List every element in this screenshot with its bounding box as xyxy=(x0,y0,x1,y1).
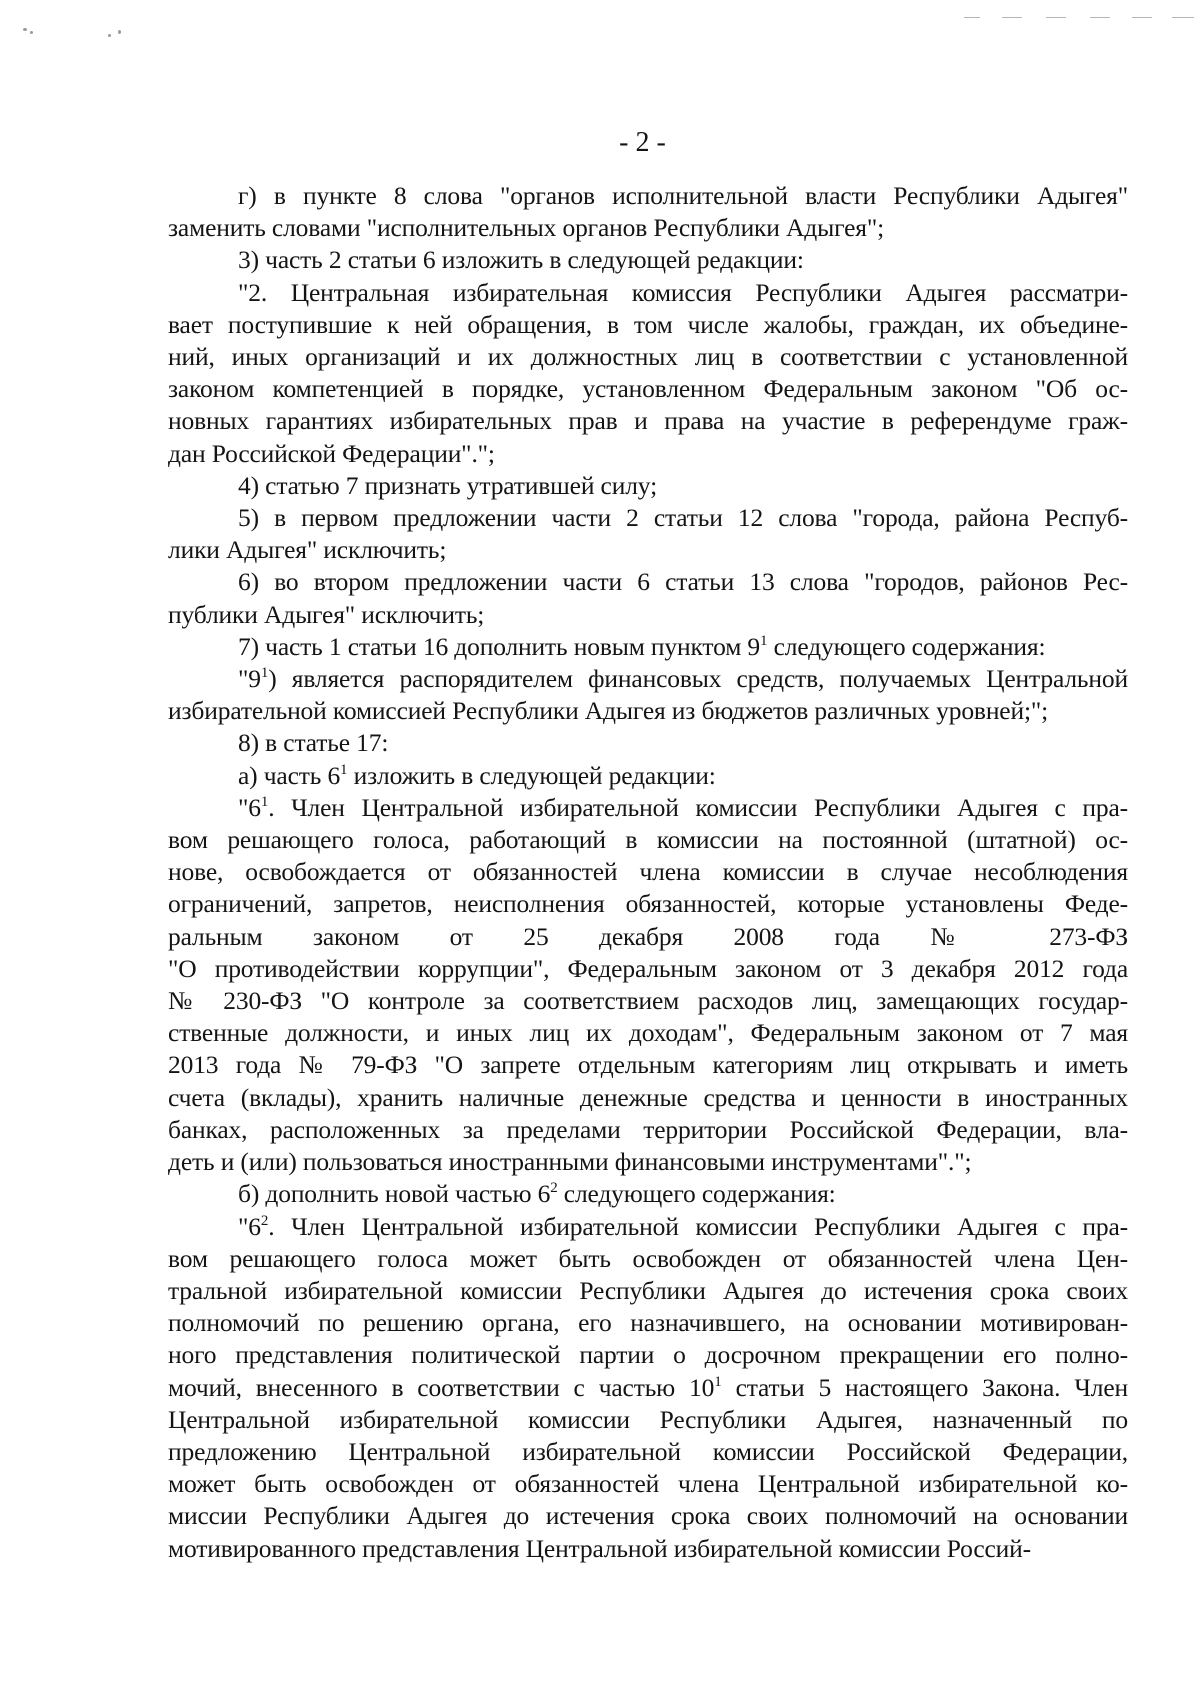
text-line xyxy=(168,180,1128,212)
text-run: следующего содержания: xyxy=(557,1179,836,1209)
page-number: - 2 - xyxy=(619,127,666,158)
text-line xyxy=(168,695,1128,727)
text-run: "9 xyxy=(238,664,261,694)
text-run: 6) во втором предложении части 6 статьи 13 слова "городов, районов Рес- xyxy=(238,567,1128,597)
text-line xyxy=(168,1275,1128,1307)
text-line xyxy=(168,1146,1128,1178)
text-line xyxy=(168,438,1128,470)
paragraph xyxy=(168,566,1128,630)
text-line xyxy=(168,309,1128,341)
text-run: вом решающего голоса, работающий в комиссии на постоянной (штатной) ос- xyxy=(168,825,1128,855)
text-run: 4) статью 7 признать утратившей силу; xyxy=(238,470,657,500)
text-line xyxy=(168,502,1128,534)
text-run: г) в пункте 8 слова "органов исполнительной власти Республики Адыгея" xyxy=(238,181,1128,210)
text-line xyxy=(168,534,1128,566)
text-run: 2013 года № 79-ФЗ "О запрете отдельным категориям лиц открывать и иметь xyxy=(168,1050,1128,1080)
superscript: 1 xyxy=(714,1373,722,1390)
text-line xyxy=(168,856,1128,888)
scan-speck xyxy=(118,30,121,34)
text-run: статьи 5 настоящего Закона. Член xyxy=(721,1372,1128,1402)
text-run: избирательной комиссией Республики Адыгея из бюджетов различных уровней;"; xyxy=(168,696,1049,726)
text-line xyxy=(168,405,1128,437)
text-run: 8) в статье 17: xyxy=(238,728,389,758)
text-line xyxy=(168,599,1128,631)
text-run: б) дополнить новой частью 6 xyxy=(238,1179,551,1209)
text-line xyxy=(168,631,1128,663)
paragraph xyxy=(168,792,1128,1178)
paragraph xyxy=(168,277,1128,470)
text-run: ственные должности, и иных лиц их доходам", Федеральным законом от 7 мая xyxy=(168,1018,1128,1048)
text-run: ограничений, запретов, неисполнения обязанностей, которые установлены Феде- xyxy=(168,889,1128,919)
text-line xyxy=(168,727,1128,759)
superscript: 2 xyxy=(260,1212,269,1229)
text-line xyxy=(168,663,1128,695)
text-run: может быть освобожден от обязанностей члена Центральной избирательной ко- xyxy=(168,1469,1128,1499)
text-line xyxy=(168,277,1128,309)
superscript: 2 xyxy=(550,1180,558,1197)
text-run: вом решающего голоса может быть освобожден от обязанностей члена Цен- xyxy=(168,1243,1128,1273)
text-line xyxy=(168,341,1128,373)
text-line xyxy=(168,212,1128,244)
paragraph xyxy=(168,180,1128,244)
text-run: ний, иных организаций и их должностных лиц в соответствии с установленной xyxy=(168,342,1128,372)
scan-dash xyxy=(1002,17,1022,18)
paragraph xyxy=(168,760,1128,792)
text-run: публики Адыгея" исключить; xyxy=(168,599,485,629)
text-run: 5) в первом предложении части 2 статьи 12 слова "города, района Респуб- xyxy=(238,503,1128,533)
text-line xyxy=(168,470,1128,502)
scan-dash xyxy=(1046,17,1066,18)
text-line xyxy=(168,1082,1128,1114)
text-run: ) является распорядителем финансовых средств, получаемых Центральной xyxy=(268,664,1128,694)
text-run: банках, расположенных за пределами территории Российской Федерации, вла- xyxy=(168,1114,1128,1144)
paragraph xyxy=(168,470,1128,502)
text-line xyxy=(168,566,1128,598)
text-line xyxy=(168,1404,1128,1436)
text-line xyxy=(168,1049,1128,1081)
text-run: нове, освобождается от обязанностей члена комиссии в случае несоблюдения xyxy=(168,857,1128,887)
scan-speck xyxy=(108,34,111,37)
superscript: 1 xyxy=(260,793,269,810)
text-run: тральной избирательной комиссии Республики Адыгея до истечения срока своих xyxy=(168,1275,1128,1305)
text-run: миссии Республики Адыгея до истечения срока своих полномочий на основании xyxy=(168,1501,1128,1531)
paragraph xyxy=(168,1178,1128,1210)
text-run: следующего содержания: xyxy=(767,631,1046,661)
paragraph xyxy=(168,727,1128,759)
text-line xyxy=(168,985,1128,1017)
text-run: заменить словами "исполнительных органов Республики Адыгея"; xyxy=(168,213,885,243)
text-run: 3) часть 2 статьи 6 изложить в следующей редакции: xyxy=(238,245,804,275)
text-run: новных гарантиях избирательных прав и права на участие в референдуме граж- xyxy=(168,406,1128,436)
text-run: ральным законом от 25 декабря 2008 года № 273-ФЗ xyxy=(168,921,1128,951)
text-line xyxy=(168,824,1128,856)
text-line xyxy=(168,1243,1128,1275)
text-line xyxy=(168,760,1128,792)
text-line xyxy=(168,1533,1128,1565)
scan-dash xyxy=(1132,17,1152,18)
paragraph xyxy=(168,1211,1128,1565)
text-line xyxy=(168,921,1128,953)
text-line xyxy=(168,373,1128,405)
superscript: 1 xyxy=(760,632,768,649)
text-run: полномочий по решению органа, его назначившего, на основании мотивирован- xyxy=(168,1308,1128,1338)
text-line xyxy=(168,792,1128,824)
text-line xyxy=(168,1211,1128,1243)
text-run: "6 xyxy=(238,792,261,822)
text-run: вает поступившие к ней обращения, в том числе жалобы, граждан, их объедине- xyxy=(168,309,1128,339)
scan-speck xyxy=(30,31,33,34)
text-run: лики Адыгея" исключить; xyxy=(168,535,447,565)
text-line xyxy=(168,1500,1128,1532)
scan-speck xyxy=(23,28,27,31)
text-run: № 230-ФЗ "О контроле за соответствием расходов лиц, замещающих государ- xyxy=(168,986,1128,1016)
text-run: законом компетенцией в порядке, установленном Федеральным законом "Об ос- xyxy=(168,374,1128,404)
scan-dash xyxy=(1090,17,1110,18)
text-run: изложить в следующей редакции: xyxy=(347,760,716,790)
scan-dash xyxy=(1172,17,1194,18)
text-run: а) часть 6 xyxy=(238,760,341,790)
paragraph xyxy=(168,631,1128,663)
text-run: 7) часть 1 статьи 16 дополнить новым пунктом 9 xyxy=(238,631,761,661)
text-run: Центральной избирательной комиссии Республики Адыгея, назначенный по xyxy=(168,1404,1128,1434)
text-line xyxy=(168,1339,1128,1371)
text-run: дан Российской Федерации"."; xyxy=(168,438,495,468)
text-run: ного представления политической партии о досрочном прекращении его полно- xyxy=(168,1340,1128,1370)
text-line xyxy=(168,1436,1128,1468)
text-run: . Член Центральной избирательной комиссии Республики Адыгея с пра- xyxy=(268,1211,1128,1241)
text-line xyxy=(168,1468,1128,1500)
document-body xyxy=(168,180,1128,1565)
text-run: предложению Центральной избирательной комиссии Российской Федерации, xyxy=(168,1436,1128,1466)
paragraph xyxy=(168,663,1128,727)
text-run: счета (вклады), хранить наличные денежные средства и ценности в иностранных xyxy=(168,1082,1128,1112)
text-run: "6 xyxy=(238,1211,261,1241)
text-line xyxy=(168,1372,1128,1404)
text-run: деть и (или) пользоваться иностранными финансовыми инструментами"."; xyxy=(168,1147,972,1177)
paragraph xyxy=(168,244,1128,276)
text-line xyxy=(168,1114,1128,1146)
scan-dash xyxy=(964,17,980,18)
paragraph xyxy=(168,502,1128,566)
text-run: мочий, внесенного в соответствии с частью 10 xyxy=(168,1372,715,1402)
text-run: . Член Центральной избирательной комиссии Республики Адыгея с пра- xyxy=(268,792,1128,822)
text-run: мотивированного представления Центральной избирательной комиссии Россий- xyxy=(168,1533,1032,1563)
superscript: 1 xyxy=(260,665,269,682)
text-line xyxy=(168,1017,1128,1049)
text-line xyxy=(168,953,1128,985)
text-line xyxy=(168,1307,1128,1339)
text-run: "О противодействии коррупции", Федеральным законом от 3 декабря 2012 года xyxy=(168,953,1128,983)
text-line xyxy=(168,244,1128,276)
superscript: 1 xyxy=(340,761,348,778)
text-line xyxy=(168,888,1128,920)
text-line xyxy=(168,1178,1128,1210)
text-run: "2. Центральная избирательная комиссия Республики Адыгея рассматри- xyxy=(238,277,1128,307)
